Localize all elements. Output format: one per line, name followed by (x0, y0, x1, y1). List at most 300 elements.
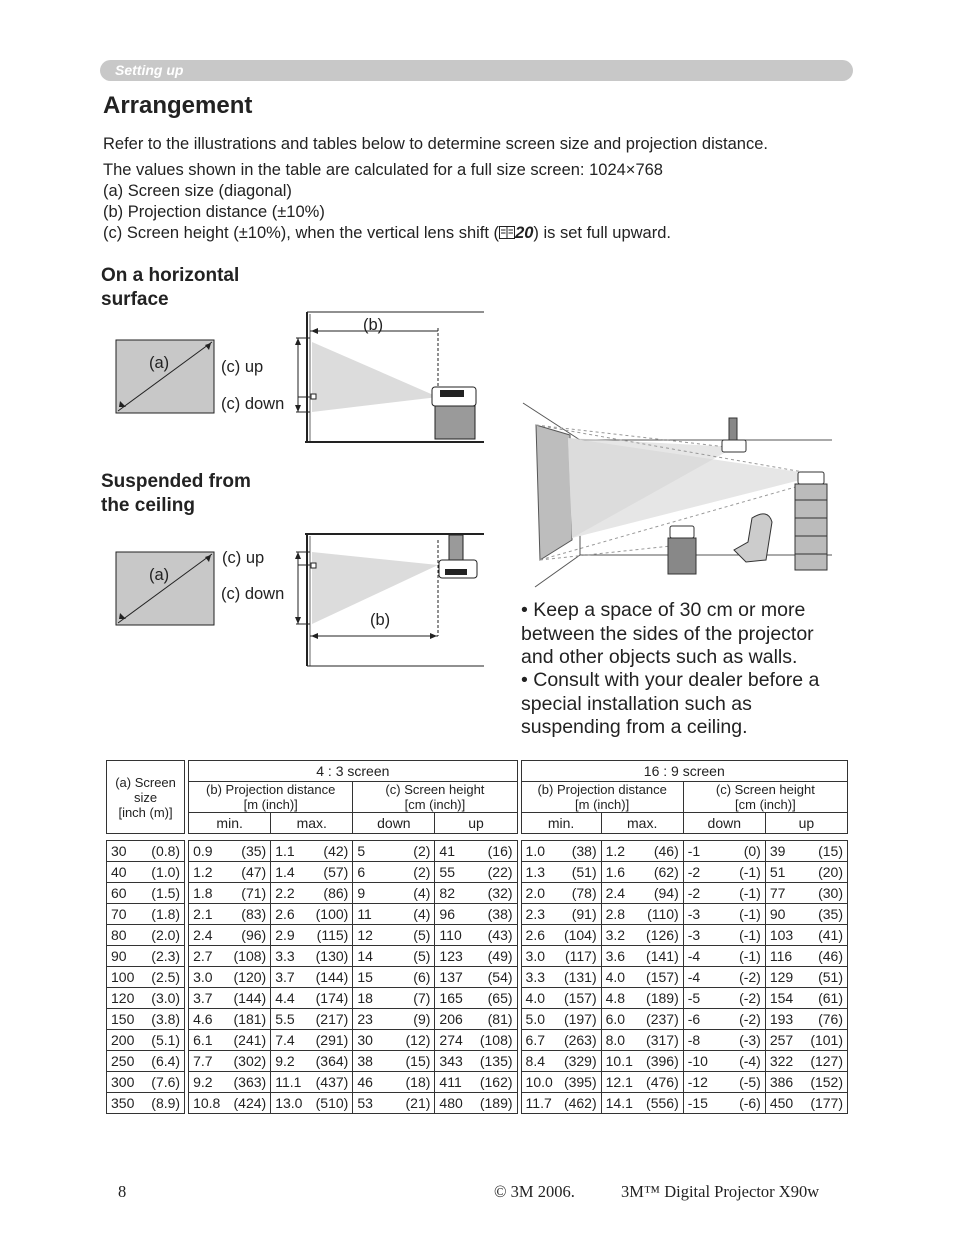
cell-value-paren: (291) (315, 1032, 349, 1048)
table-cell (353, 925, 435, 946)
cell-value-paren: (46) (653, 843, 679, 859)
intro-line-5-text: (c) Screen height (±10%), when the vertical lens shift ( (103, 224, 500, 242)
cell-value-paren: (15) (405, 1053, 431, 1069)
cell-value: 7.7 (193, 1053, 213, 1069)
cell-value: 4.0 (525, 990, 545, 1006)
cell-value: 4.6 (193, 1011, 213, 1027)
cell-value-paren: (364) (315, 1053, 349, 1069)
proj-dist-169-line-1: (b) Projection distance (537, 782, 667, 797)
table-row (107, 1072, 848, 1093)
table-cell (765, 1030, 847, 1051)
cell-value: 0.9 (193, 843, 213, 859)
cell-value-paren: (49) (487, 948, 513, 964)
cell-value: 165 (439, 990, 463, 1006)
cell-value-paren: (21) (405, 1095, 431, 1111)
table-cell (189, 1009, 271, 1030)
min-43-header: min. (189, 813, 271, 834)
cell-value: 3.0 (525, 948, 545, 964)
table-cell (271, 883, 353, 904)
cell-value-paren: (81) (487, 1011, 513, 1027)
col-screen-size-header (107, 761, 185, 834)
cell-value: 3.3 (275, 948, 295, 964)
horizontal-diagram (110, 310, 490, 445)
cell-value: 55 (439, 864, 455, 880)
cell-value-paren: (51) (818, 969, 843, 985)
cell-value-paren: (126) (646, 927, 679, 943)
cell-value-paren: (424) (233, 1095, 267, 1111)
table-cell (189, 946, 271, 967)
cell-value: 2.3 (525, 906, 545, 922)
cell-value-paren: (7) (413, 990, 431, 1006)
cell-value-paren: (396) (646, 1053, 679, 1069)
cell-value: -4 (687, 969, 701, 985)
group-16-9-header: 16 : 9 screen (521, 761, 847, 782)
table-cell (521, 925, 601, 946)
table-cell (435, 883, 517, 904)
cell-value-paren: (-5) (739, 1074, 761, 1090)
ceiling-mount (449, 535, 463, 560)
cell-value-paren: (317) (646, 1032, 679, 1048)
table-cell (435, 862, 517, 883)
cell-value: 1.0 (525, 843, 545, 859)
table-cell (189, 1030, 271, 1051)
cell-value-paren: (181) (233, 1011, 267, 1027)
cell-value-paren: (2.3) (151, 948, 181, 964)
table-cell (189, 904, 271, 925)
table-cell (765, 904, 847, 925)
table-cell (271, 988, 353, 1009)
table-cell (521, 1051, 601, 1072)
table-cell (521, 1072, 601, 1093)
table-icon (668, 538, 696, 574)
table-cell (601, 946, 683, 967)
cell-value-paren: (1.8) (151, 906, 181, 922)
table-cell (107, 1009, 185, 1030)
shelf-icon (795, 484, 827, 570)
cell-value-paren: (329) (563, 1053, 597, 1069)
cell-value: 4.4 (275, 990, 295, 1006)
screen-h-43-line-1: (c) Screen height (385, 782, 485, 797)
table-cell (765, 1072, 847, 1093)
cell-value: -15 (687, 1095, 708, 1111)
cell-value-paren: (101) (810, 1032, 843, 1048)
table-cell (435, 925, 517, 946)
table-cell (435, 904, 517, 925)
table-cell (765, 925, 847, 946)
cell-value-paren: (65) (487, 990, 513, 1006)
table-cell (189, 1072, 271, 1093)
table-cell (601, 967, 683, 988)
table-cell (521, 904, 601, 925)
cell-value-paren: (30) (818, 885, 843, 901)
table-cell (271, 1009, 353, 1030)
cell-value: 6.7 (525, 1032, 545, 1048)
cell-value-paren: (157) (646, 969, 679, 985)
cell-value-paren: (6) (413, 969, 431, 985)
cell-value: 10.8 (193, 1095, 221, 1111)
table-cell (189, 862, 271, 883)
group-4-3-header: 4 : 3 screen (189, 761, 517, 782)
bullet-consult: • Consult with your dealer before a special installation such as suspending from a ceiling. (521, 669, 820, 738)
cell-value: 2.8 (605, 906, 626, 922)
cell-value: 23 (357, 1011, 373, 1027)
cell-value-paren: (2) (413, 843, 431, 859)
cell-value: 129 (769, 969, 794, 985)
table-cell (189, 1093, 271, 1114)
screen-h-43-line-2: [cm (inch)] (404, 797, 466, 812)
cell-value: -3 (687, 927, 701, 943)
table-cell (107, 1030, 185, 1051)
table-cell (353, 967, 435, 988)
cell-value: 123 (439, 948, 463, 964)
horizontal-label-a: (a) (149, 354, 170, 372)
cell-value: 322 (769, 1053, 794, 1069)
table-cell (765, 841, 847, 862)
table-cell (271, 925, 353, 946)
table-row (107, 1009, 848, 1030)
horizontal-heading-line-1: On a horizontal (101, 265, 240, 286)
cell-value: 3.3 (525, 969, 545, 985)
cell-value: 10.1 (605, 1053, 633, 1069)
horizontal-label-c-up: (c) up (221, 358, 264, 376)
cell-value: -8 (687, 1032, 701, 1048)
intro-line-3: (a) Screen size (diagonal) (103, 182, 292, 200)
cell-value: 18 (357, 990, 373, 1006)
cell-value: 300 (111, 1074, 135, 1090)
table-cell (107, 988, 185, 1009)
table-cell (683, 967, 765, 988)
page-reference[interactable]: 20 (515, 224, 534, 242)
cell-value-paren: (78) (571, 885, 597, 901)
ceiling-label-c-up: (c) up (222, 549, 265, 567)
screen-h-169-header (683, 782, 847, 813)
table-cell (353, 1093, 435, 1114)
cell-value: 2.2 (275, 885, 295, 901)
cell-value: 70 (111, 906, 127, 922)
table-cell (107, 883, 185, 904)
proj-dist-43-line-1: (b) Projection distance (206, 782, 336, 797)
cell-value-paren: (-1) (739, 906, 761, 922)
table-row (107, 946, 848, 967)
cell-value-paren: (157) (563, 990, 597, 1006)
cell-value: 90 (769, 906, 786, 922)
table-cell (521, 1009, 601, 1030)
cell-value: -5 (687, 990, 701, 1006)
cell-value-paren: (57) (323, 864, 349, 880)
table-cell (107, 1093, 185, 1114)
table-cell (683, 1030, 765, 1051)
table-cell (521, 988, 601, 1009)
cell-value: 116 (769, 948, 793, 964)
ceiling-projector-icon (722, 440, 746, 452)
cell-value: 386 (769, 1074, 794, 1090)
cell-value: 350 (111, 1095, 135, 1111)
cell-value: 2.9 (275, 927, 295, 943)
table-cell (189, 1051, 271, 1072)
cell-value: 450 (769, 1095, 794, 1111)
table-cell (601, 925, 683, 946)
table-cell (765, 862, 847, 883)
cell-value: 12.1 (605, 1074, 633, 1090)
table-cell (521, 967, 601, 988)
ceiling-label-b: (b) (370, 611, 391, 629)
horizontal-heading-line-2: surface (101, 289, 169, 310)
proj-dist-43-header (189, 782, 353, 813)
cell-value: 3.0 (193, 969, 213, 985)
copyright: © 3M 2006. (494, 1182, 575, 1201)
table-cell (107, 862, 185, 883)
table-cell (521, 841, 601, 862)
table-cell (271, 841, 353, 862)
table-cell (601, 862, 683, 883)
table-cell (271, 967, 353, 988)
cell-value-paren: (144) (233, 990, 267, 1006)
cell-value-paren: (144) (315, 969, 349, 985)
table-cell (271, 904, 353, 925)
cell-value-paren: (43) (487, 927, 513, 943)
cell-value: 1.6 (605, 864, 626, 880)
proj-dist-43-line-2: [m (inch)] (243, 797, 298, 812)
table-cell (683, 904, 765, 925)
cell-value-paren: (189) (479, 1095, 513, 1111)
page-title: Arrangement (103, 92, 253, 119)
cell-value-paren: (71) (241, 885, 267, 901)
cell-value-paren: (189) (646, 990, 679, 1006)
cell-value: 3.6 (605, 948, 626, 964)
cell-value: 8.4 (525, 1053, 545, 1069)
table-body (107, 841, 848, 1114)
cell-value: 9.2 (275, 1053, 295, 1069)
book-reference-icon (499, 226, 515, 239)
proj-dist-169-header (521, 782, 683, 813)
cell-value-paren: (-4) (739, 1053, 761, 1069)
cell-value: 6.0 (605, 1011, 626, 1027)
cell-value-paren: (83) (241, 906, 267, 922)
cell-value-paren: (47) (241, 864, 267, 880)
cell-value: 96 (439, 906, 455, 922)
proj-dist-169-line-2: [m (inch)] (575, 797, 630, 812)
cell-value: 150 (111, 1011, 135, 1027)
table-cell (765, 1009, 847, 1030)
cell-value-paren: (20) (818, 864, 843, 880)
table-cell (521, 1030, 601, 1051)
cell-value-paren: (35) (241, 843, 267, 859)
cell-value: 10.0 (525, 1074, 553, 1090)
cell-value: 53 (357, 1095, 373, 1111)
table-cell (189, 883, 271, 904)
cell-value: 257 (769, 1032, 794, 1048)
cell-value: 11.7 (525, 1095, 552, 1111)
cell-value-paren: (9) (413, 1011, 431, 1027)
up-169-header: up (765, 813, 847, 834)
screen-h-169-line-1: (c) Screen height (715, 782, 815, 797)
cell-value: 9 (357, 885, 366, 901)
cell-value: 5.5 (275, 1011, 295, 1027)
table-cell (271, 1072, 353, 1093)
cell-value: 1.2 (193, 864, 213, 880)
cell-value: 2.1 (193, 906, 213, 922)
table-cell (683, 1009, 765, 1030)
cell-value: 60 (111, 885, 127, 901)
cell-value: 12 (357, 927, 373, 943)
cell-value: 1.4 (275, 864, 295, 880)
table-cell (601, 1093, 683, 1114)
cell-value-paren: (241) (233, 1032, 267, 1048)
ceiling-heading-line-1: Suspended from (101, 471, 251, 492)
cell-value-paren: (-1) (739, 864, 761, 880)
down-169-header: down (683, 813, 765, 834)
table-row (107, 904, 848, 925)
cell-value-paren: (3.0) (151, 990, 181, 1006)
table-cell (435, 967, 517, 988)
projector-table (435, 406, 475, 439)
shelf-projector-icon (798, 472, 824, 484)
room-illustration (520, 400, 840, 590)
cell-value-paren: (38) (487, 906, 513, 922)
table-cell (435, 946, 517, 967)
table-cell (435, 1030, 517, 1051)
table-row (107, 967, 848, 988)
cell-value-paren: (237) (646, 1011, 679, 1027)
table-row (107, 862, 848, 883)
cell-value-paren: (91) (571, 906, 597, 922)
cell-value: 15 (357, 969, 373, 985)
product-name: 3M™ Digital Projector X90w (621, 1182, 820, 1201)
cell-value-paren: (3.8) (151, 1011, 181, 1027)
cell-value: 103 (769, 927, 794, 943)
cell-value-paren: (141) (646, 948, 679, 964)
table-cell (601, 1072, 683, 1093)
table-cell (683, 841, 765, 862)
table-cell (683, 988, 765, 1009)
down-43-header: down (353, 813, 435, 834)
cell-value-paren: (135) (479, 1053, 513, 1069)
col-a-line-1: (a) Screen (115, 774, 176, 790)
min-169-header: min. (521, 813, 601, 834)
cell-value-paren: (22) (487, 864, 513, 880)
cell-value: 30 (357, 1032, 373, 1048)
cell-value: 274 (439, 1032, 463, 1048)
cell-value-paren: (86) (323, 885, 349, 901)
cell-value-paren: (54) (487, 969, 513, 985)
cell-value-paren: (94) (653, 885, 679, 901)
cell-value: 100 (111, 969, 135, 985)
cell-value: 82 (439, 885, 455, 901)
table-cell (107, 967, 185, 988)
cell-value: 1.1 (275, 843, 295, 859)
cell-value-paren: (35) (818, 906, 843, 922)
table-cell (601, 1051, 683, 1072)
cell-value: 77 (769, 885, 786, 901)
cell-value-paren: (115) (316, 927, 349, 943)
table-row (107, 1051, 848, 1072)
cell-value-paren: (32) (487, 885, 513, 901)
table-cell (601, 1030, 683, 1051)
table-cell (271, 1051, 353, 1072)
cell-value-paren: (117) (564, 948, 597, 964)
ceiling-heading (101, 470, 251, 518)
table-cell (601, 841, 683, 862)
cell-value-paren: (510) (315, 1095, 349, 1111)
up-43-header: up (435, 813, 517, 834)
cell-value: 46 (357, 1074, 373, 1090)
table-cell (107, 925, 185, 946)
table-cell (765, 1093, 847, 1114)
table-cell (189, 967, 271, 988)
table-cell (521, 1093, 601, 1114)
cell-value-paren: (42) (323, 843, 349, 859)
cell-value: 40 (111, 864, 127, 880)
cell-value-paren: (302) (233, 1053, 267, 1069)
table-row (107, 925, 848, 946)
cell-value: 51 (769, 864, 786, 880)
cell-value: 1.2 (605, 843, 626, 859)
cell-value-paren: (120) (233, 969, 267, 985)
projection-beam (312, 342, 438, 412)
cell-value: 11 (357, 906, 372, 922)
cell-value-paren: (16) (487, 843, 513, 859)
cell-value-paren: (108) (479, 1032, 513, 1048)
cell-value: 3.7 (193, 990, 213, 1006)
cell-value-paren: (1.0) (151, 864, 181, 880)
cell-value: 343 (439, 1053, 463, 1069)
cell-value-paren: (-2) (739, 1011, 761, 1027)
table-cell (353, 1072, 435, 1093)
cell-value: 2.0 (525, 885, 545, 901)
ceiling-label-c-down: (c) down (221, 585, 285, 603)
cell-value-paren: (104) (563, 927, 597, 943)
cell-value-paren: (4) (413, 906, 431, 922)
cell-value: 3.7 (275, 969, 295, 985)
cell-value-paren: (5) (413, 948, 431, 964)
cell-value: 80 (111, 927, 127, 943)
cell-value: -3 (687, 906, 701, 922)
cell-value-paren: (476) (646, 1074, 679, 1090)
cell-value: 6.1 (193, 1032, 213, 1048)
table-cell (765, 1051, 847, 1072)
cell-value-paren: (76) (818, 1011, 843, 1027)
table-cell (521, 883, 601, 904)
table-cell (435, 1093, 517, 1114)
table-cell (189, 988, 271, 1009)
cell-value: 200 (111, 1032, 135, 1048)
cell-value-paren: (177) (810, 1095, 843, 1111)
table-cell (683, 862, 765, 883)
chair-icon (734, 514, 772, 562)
cell-value: -6 (687, 1011, 701, 1027)
table-cell (353, 1009, 435, 1030)
cell-value-paren: (152) (810, 1074, 843, 1090)
cell-value-paren: (-6) (739, 1095, 761, 1111)
cell-value-paren: (51) (571, 864, 597, 880)
cell-value: 3.2 (605, 927, 626, 943)
cell-value: 110 (439, 927, 462, 943)
cell-value-paren: (5.1) (151, 1032, 181, 1048)
cell-value: 4.8 (605, 990, 626, 1006)
cell-value-paren: (18) (405, 1074, 431, 1090)
cell-value-paren: (2.5) (151, 969, 181, 985)
table-cell (521, 862, 601, 883)
cell-value: 5.0 (525, 1011, 545, 1027)
cell-value: 2.4 (605, 885, 626, 901)
table-cell (601, 883, 683, 904)
table-cell (601, 904, 683, 925)
cell-value: -1 (687, 843, 701, 859)
cell-value: 137 (439, 969, 463, 985)
table-cell (107, 1072, 185, 1093)
ceiling-label-a: (a) (149, 566, 170, 584)
cell-value-paren: (162) (479, 1074, 513, 1090)
